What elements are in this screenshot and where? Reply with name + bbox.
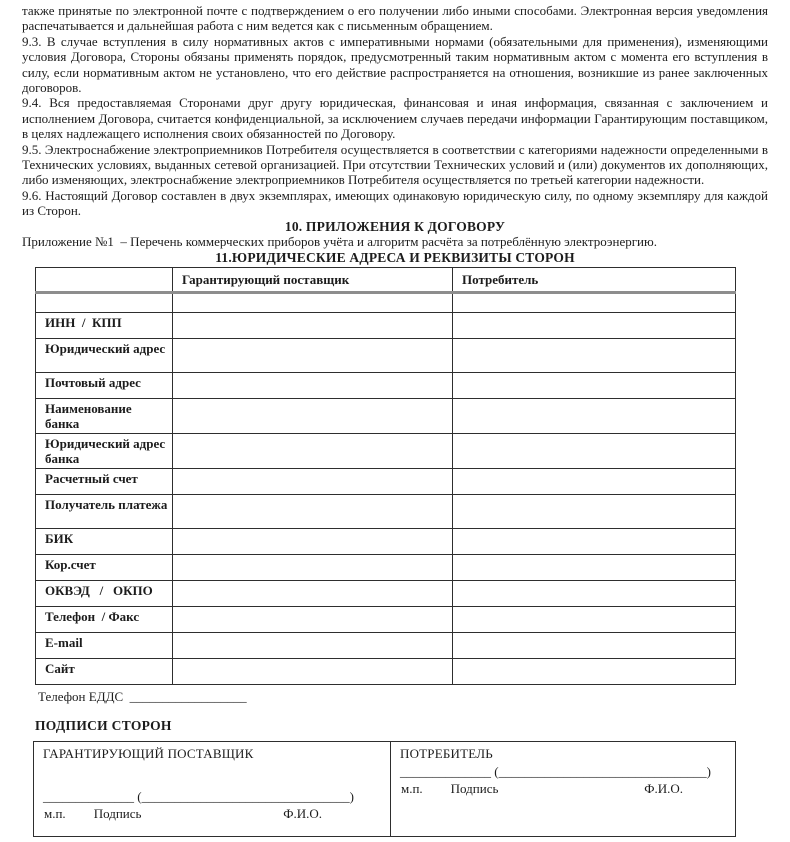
cell-consumer	[453, 580, 736, 606]
cell-consumer	[453, 312, 736, 338]
cell-consumer	[453, 292, 736, 312]
consumer-signature-cell	[391, 742, 735, 836]
consumer-stamp-label: м.п.	[400, 780, 423, 796]
cell-consumer	[453, 338, 736, 372]
supplier-title: ГАРАНТИРУЮЩИЙ ПОСТАВЩИК	[43, 745, 254, 761]
cell-consumer	[453, 554, 736, 580]
cell-supplier	[173, 372, 453, 398]
header-cell-supplier: Гарантирующий поставщик	[173, 267, 453, 292]
cell-supplier	[173, 433, 453, 468]
body-paragraph-9-5: 9.5. Электроснабжение электроприемников Потребителя осуществляется в соответствии с категориями надежности определенными в Технических условиях, выданных сетевой организацией. При отсутствии Технических условий и (или) документов их дополняющих, либо изменяющих, электроснабжение электроприемников Потребителя осуществляется по третьей категории надежности.	[22, 141, 768, 188]
consumer-title: ПОТРЕБИТЕЛЬ	[399, 745, 493, 761]
consumer-fio-label: Ф.И.О.	[644, 780, 683, 796]
row-label: E-mail	[36, 632, 173, 658]
annex-1-line: Приложение №1 – Перечень коммерческих приборов учёта и алгоритм расчёта за потреблённую электроэнергию.	[22, 234, 657, 250]
row-label: Телефон / Факс	[36, 606, 173, 632]
cell-consumer	[453, 632, 736, 658]
cell-supplier	[173, 606, 453, 632]
cell-supplier	[173, 632, 453, 658]
supplier-sign-label: Подпись	[93, 805, 142, 821]
supplier-signature-labels	[43, 806, 380, 822]
table-row-okved-okpo	[36, 580, 736, 606]
table-row-email	[36, 632, 736, 658]
cell-supplier	[173, 398, 453, 433]
requisites-table	[35, 267, 736, 685]
table-row-website	[36, 658, 736, 684]
table-row-bank-name	[36, 398, 736, 433]
supplier-signature-cell	[34, 742, 391, 836]
cell-consumer	[453, 528, 736, 554]
row-label: ОКВЭД / ОКПО	[36, 580, 173, 606]
header-cell-consumer: Потребитель	[453, 267, 736, 292]
cell-consumer	[453, 494, 736, 528]
row-label: Наименование банка	[36, 398, 173, 433]
cell-consumer	[453, 606, 736, 632]
table-row-inn-kpp	[36, 312, 736, 338]
table-row-phone-fax	[36, 606, 736, 632]
row-label: Юридический адрес	[36, 338, 173, 372]
body-paragraph-9-3: 9.3. В случае вступления в силу нормативных актов с императивными нормами (обязательными для применения), изменяющими условия Договора, Стороны обязаны применять порядок, предусмотренный таким нормативным актом с момента его вступления в силу, если нормативным актом не установлено, что его действие распространяется на отношения, возникшие из ранее заключенных договоров.	[22, 33, 768, 96]
supplier-stamp-label: м.п.	[44, 805, 66, 821]
table-row-blank	[36, 292, 736, 312]
row-label: БИК	[36, 528, 173, 554]
body-paragraph-9-6: 9.6. Настоящий Договор составлен в двух экземплярах, имеющих одинаковую юридическую силу, по одному экземпляру для каждой из Сторон.	[22, 187, 768, 219]
cell-supplier	[173, 494, 453, 528]
edds-phone-line	[38, 689, 768, 705]
cell-supplier	[173, 658, 453, 684]
supplier-signature-line: ______________ (________________________________)	[43, 788, 354, 804]
edds-phone-label: Телефон ЕДДС	[38, 688, 124, 704]
section-10-heading: 10. ПРИЛОЖЕНИЯ К ДОГОВОРУ	[284, 218, 506, 234]
cell-consumer	[453, 398, 736, 433]
row-label: Юридический адрес банка	[36, 433, 173, 468]
row-label: ИНН / КПП	[36, 312, 173, 338]
cell-consumer	[453, 468, 736, 494]
cell-supplier	[173, 554, 453, 580]
row-label: Почтовый адрес	[36, 372, 173, 398]
table-header-row	[36, 267, 736, 292]
cell-supplier	[173, 338, 453, 372]
row-label: Кор.счет	[36, 554, 173, 580]
consumer-sign-label: Подпись	[450, 780, 499, 796]
cell-supplier	[173, 580, 453, 606]
section-11-heading: 11.ЮРИДИЧЕСКИЕ АДРЕСА И РЕКВИЗИТЫ СТОРОН	[215, 249, 575, 265]
supplier-fio-label: Ф.И.О.	[283, 805, 322, 821]
table-row-settlement-account	[36, 468, 736, 494]
header-cell-empty	[36, 267, 173, 292]
table-row-corr-account	[36, 554, 736, 580]
cell-supplier	[173, 468, 453, 494]
edds-phone-blank: __________________	[129, 688, 247, 704]
cell-consumer	[453, 658, 736, 684]
table-row-postal-address	[36, 372, 736, 398]
row-label	[36, 292, 173, 312]
table-row-bank-legal-address	[36, 433, 736, 468]
table-row-payment-recipient	[36, 494, 736, 528]
cell-supplier	[173, 528, 453, 554]
table-row-legal-address	[36, 338, 736, 372]
signatures-box	[33, 741, 736, 837]
row-label: Сайт	[36, 658, 173, 684]
body-paragraph-9-4: 9.4. Вся предоставляемая Сторонами друг другу юридическая, финансовая и иная информация, связанная с заключением и исполнением Договора, считается конфиденциальной, за исключением случаев передачи информации Гарантирующим поставщиком, в целях надлежащего исполнения своих обязанностей по Договору.	[22, 95, 768, 142]
table-row-bik	[36, 528, 736, 554]
cell-consumer	[453, 433, 736, 468]
row-label: Получатель платежа	[36, 494, 173, 528]
consumer-signature-line: ______________ (________________________________)	[399, 763, 711, 779]
signatures-heading: ПОДПИСИ СТОРОН	[35, 717, 172, 733]
cell-supplier	[173, 292, 453, 312]
cell-consumer	[453, 372, 736, 398]
consumer-signature-labels	[400, 781, 725, 797]
cell-supplier	[173, 312, 453, 338]
body-paragraph-continuation: также принятые по электронной почте с подтверждением о его получении либо иными способами. Электронная версия уведомления распечатывается и дальнейшая работа с ним ведется как с письменным обращением.	[22, 3, 768, 34]
row-label: Расчетный счет	[36, 468, 173, 494]
